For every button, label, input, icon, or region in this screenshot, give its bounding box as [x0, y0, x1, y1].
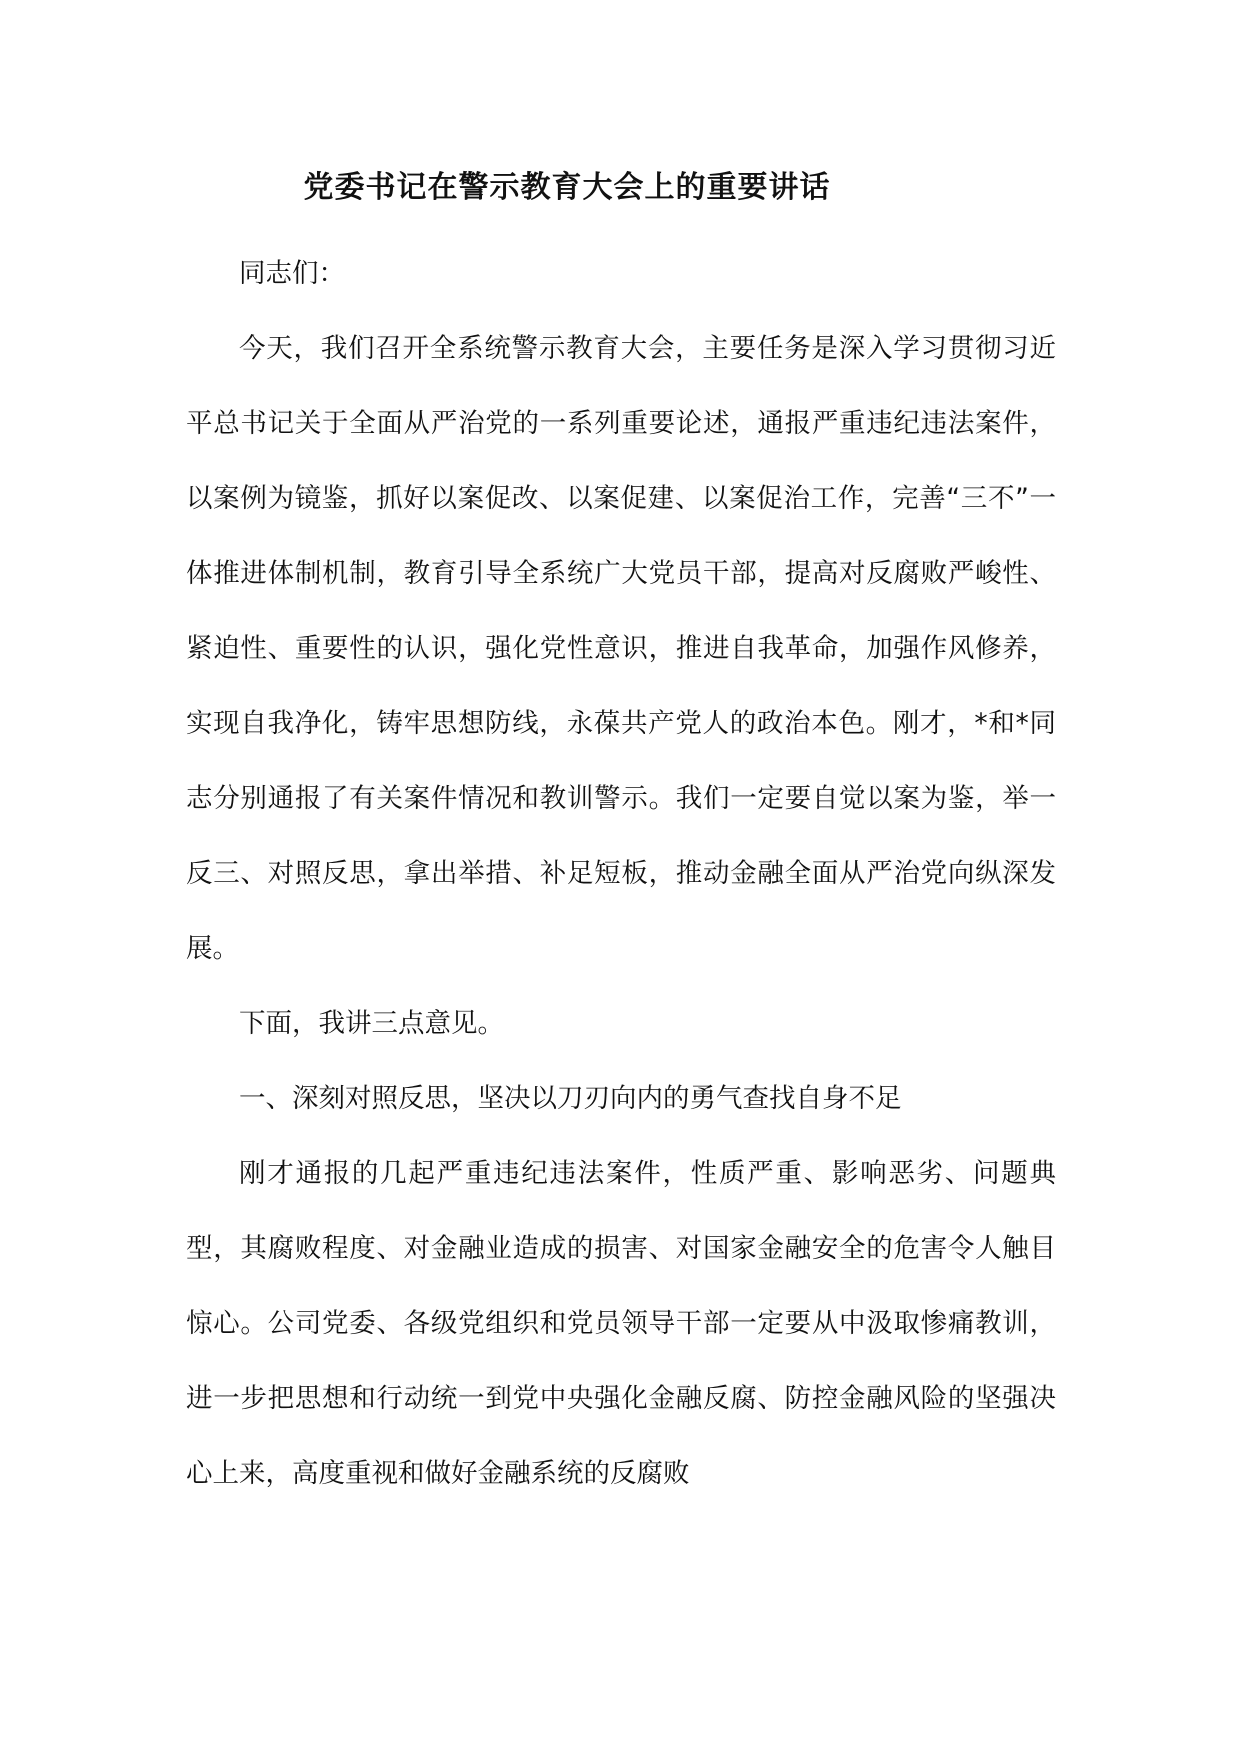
section-1-paragraph: 刚才通报的几起严重违纪违法案件，性质严重、影响恶劣、问题典型，其腐败程度、对金融业造成的损害、对国家金融安全的危害令人触目惊心。公司党委、各级党组织和党员领导干部一定要从中汲取惨痛教训，进一步把思想和行动统一到党中央强化金融反腐、防控金融风险的坚强决心上来，高度重视和做好金融系统的反腐败 [186, 1158, 1056, 1489]
outline-paragraph: 下面，我讲三点意见。 [239, 1008, 504, 1039]
document-body [186, 236, 1056, 1511]
salutation-paragraph: 同志们： [239, 258, 345, 289]
intro-paragraph: 今天，我们召开全系统警示教育大会，主要任务是深入学习贯彻习近平总书记关于全面从严治党的一系列重要论述，通报严重违纪违法案件，以案例为镜鉴，抓好以案促改、以案促建、以案促治工作，完善“三不”一体推进体制机制，教育引导全系统广大党员干部，提高对反腐败严峻性、紧迫性、重要性的认识，强化党性意识，推进自我革命，加强作风修养，实现自我净化，铸牢思想防线，永葆共产党人的政治本色。刚才，*和*同志分别通报了有关案件情况和教训警示。我们一定要自觉以案为鉴，举一反三、对照反思，拿出举措、补足短板，推动金融全面从严治党向纵深发展。 [186, 333, 1056, 964]
section-heading-1: 一、深刻对照反思，坚决以刀刃向内的勇气查找自身不足 [239, 1083, 902, 1114]
document-title: 党委书记在警示教育大会上的重要讲话 [303, 170, 831, 205]
